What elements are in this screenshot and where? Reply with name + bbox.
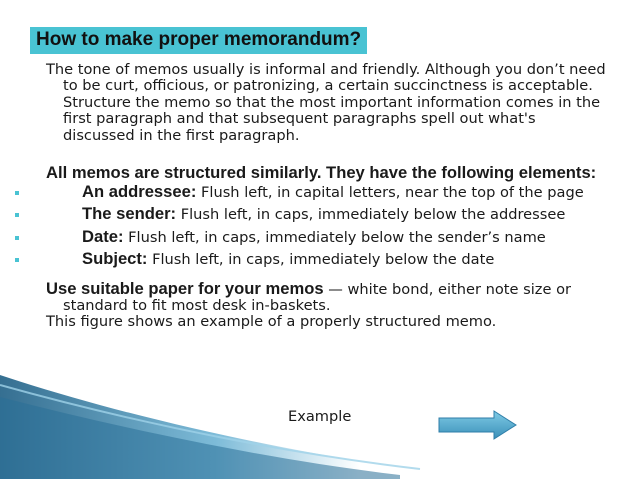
intro-paragraph: The tone of memos usually is informal and friendly. Although you don’t need to be curt, officious, or patronizing, a certain succinctness is acceptable. Structure the memo so that the most important information comes in the first paragraph and that subsequent paragraphs spell out what's discussed in the first paragraph.	[46, 61, 606, 144]
element-desc: Flush left, in capital letters, near the top of the page	[196, 184, 584, 202]
element-term: Date:	[82, 226, 124, 246]
list-item	[46, 206, 606, 223]
elements-list	[46, 184, 606, 269]
structure-heading: All memos are structured similarly. They have the following elements:	[46, 163, 597, 183]
list-item	[46, 251, 606, 268]
element-desc: Flush left, in caps, immediately below the sender’s name	[123, 228, 546, 246]
list-item	[46, 184, 606, 201]
paper-desc: — white bond, either note size or standard to fit most desk in-baskets.	[63, 280, 572, 315]
list-item	[46, 226, 606, 246]
bullet-icon	[15, 258, 19, 262]
element-desc: Flush left, in caps, immediately below the date	[147, 251, 495, 269]
figure-note: This figure shows an example of a properly structured memo.	[46, 313, 497, 331]
bullet-icon	[15, 213, 19, 217]
element-desc: Flush left, in caps, immediately below the addressee	[176, 206, 566, 224]
slide-body	[46, 62, 606, 331]
decorative-wave	[0, 375, 638, 479]
bullet-icon	[15, 236, 19, 240]
page-title: How to make proper memorandum?	[30, 27, 367, 54]
paper-paragraph	[46, 278, 606, 315]
example-label: Example	[288, 408, 352, 425]
bullet-icon	[15, 191, 19, 195]
element-term: Subject:	[82, 249, 148, 269]
element-term: The sender:	[82, 204, 177, 224]
element-term: An addressee:	[82, 182, 197, 202]
paper-term: Use suitable paper for your memos	[46, 278, 324, 298]
